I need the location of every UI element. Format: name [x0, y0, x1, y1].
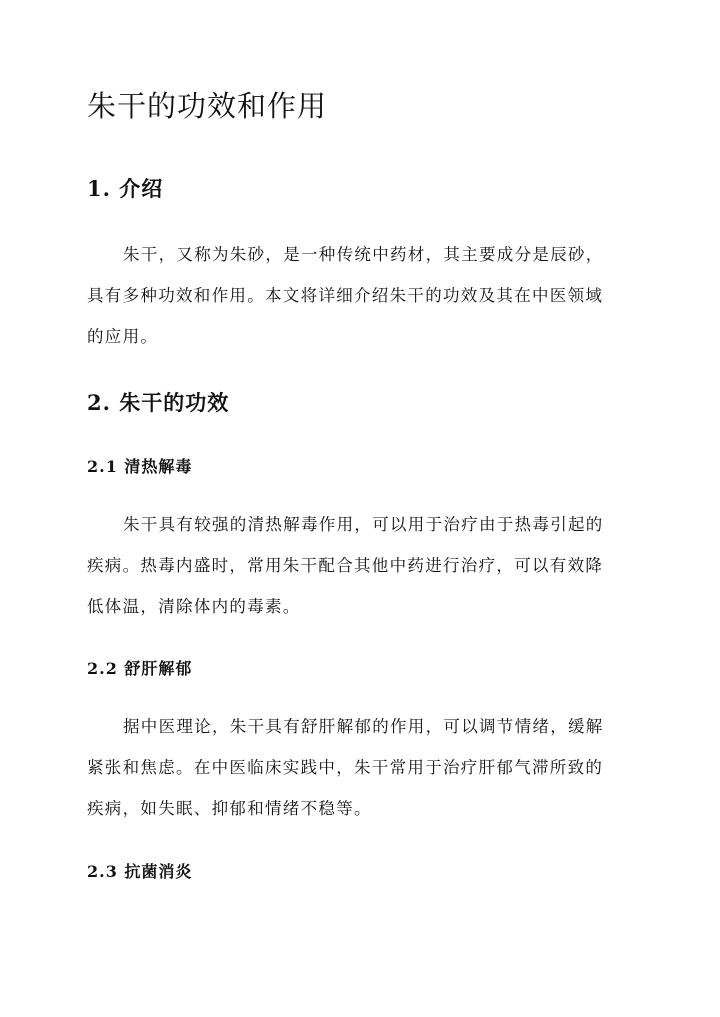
- introduction-paragraph: [87, 234, 635, 357]
- paragraph-line: 据中医理论，朱干具有舒肝解郁的作用，可以调节情绪，缓解: [123, 717, 604, 736]
- section-heading-effects: 2. 朱干的功效: [87, 390, 230, 415]
- section-heading-introduction: 1. 介绍: [87, 176, 164, 201]
- paragraph-line: 疾病。热毒内盛时，常用朱干配合其他中药进行治疗，可以有效降: [87, 556, 604, 575]
- subsection-heading-2-3: 2.3 抗菌消炎: [87, 862, 193, 881]
- paragraph-line: 朱干具有较强的清热解毒作用，可以用于治疗由于热毒引起的: [123, 515, 604, 534]
- subsection-paragraph-2-2: [87, 706, 635, 829]
- paragraph-line: 具有多种功效和作用。本文将详细介绍朱干的功效及其在中医领域: [87, 286, 604, 305]
- subsection-heading-2-1: 2.1 清热解毒: [87, 457, 193, 476]
- subsection-heading-2-2: 2.2 舒肝解郁: [87, 659, 193, 678]
- paragraph-line: 的应用。: [87, 327, 159, 346]
- paragraph-line: 疾病，如失眠、抑郁和情绪不稳等。: [87, 799, 372, 818]
- paragraph-line: 朱干，又称为朱砂，是一种传统中药材，其主要成分是辰砂，: [123, 245, 604, 264]
- paragraph-line: 低体温，清除体内的毒素。: [87, 597, 301, 616]
- subsection-paragraph-2-1: [87, 504, 635, 627]
- paragraph-line: 紧张和焦虑。在中医临床实践中，朱干常用于治疗肝郁气滞所致的: [87, 758, 604, 777]
- document-title: 朱干的功效和作用: [87, 89, 328, 123]
